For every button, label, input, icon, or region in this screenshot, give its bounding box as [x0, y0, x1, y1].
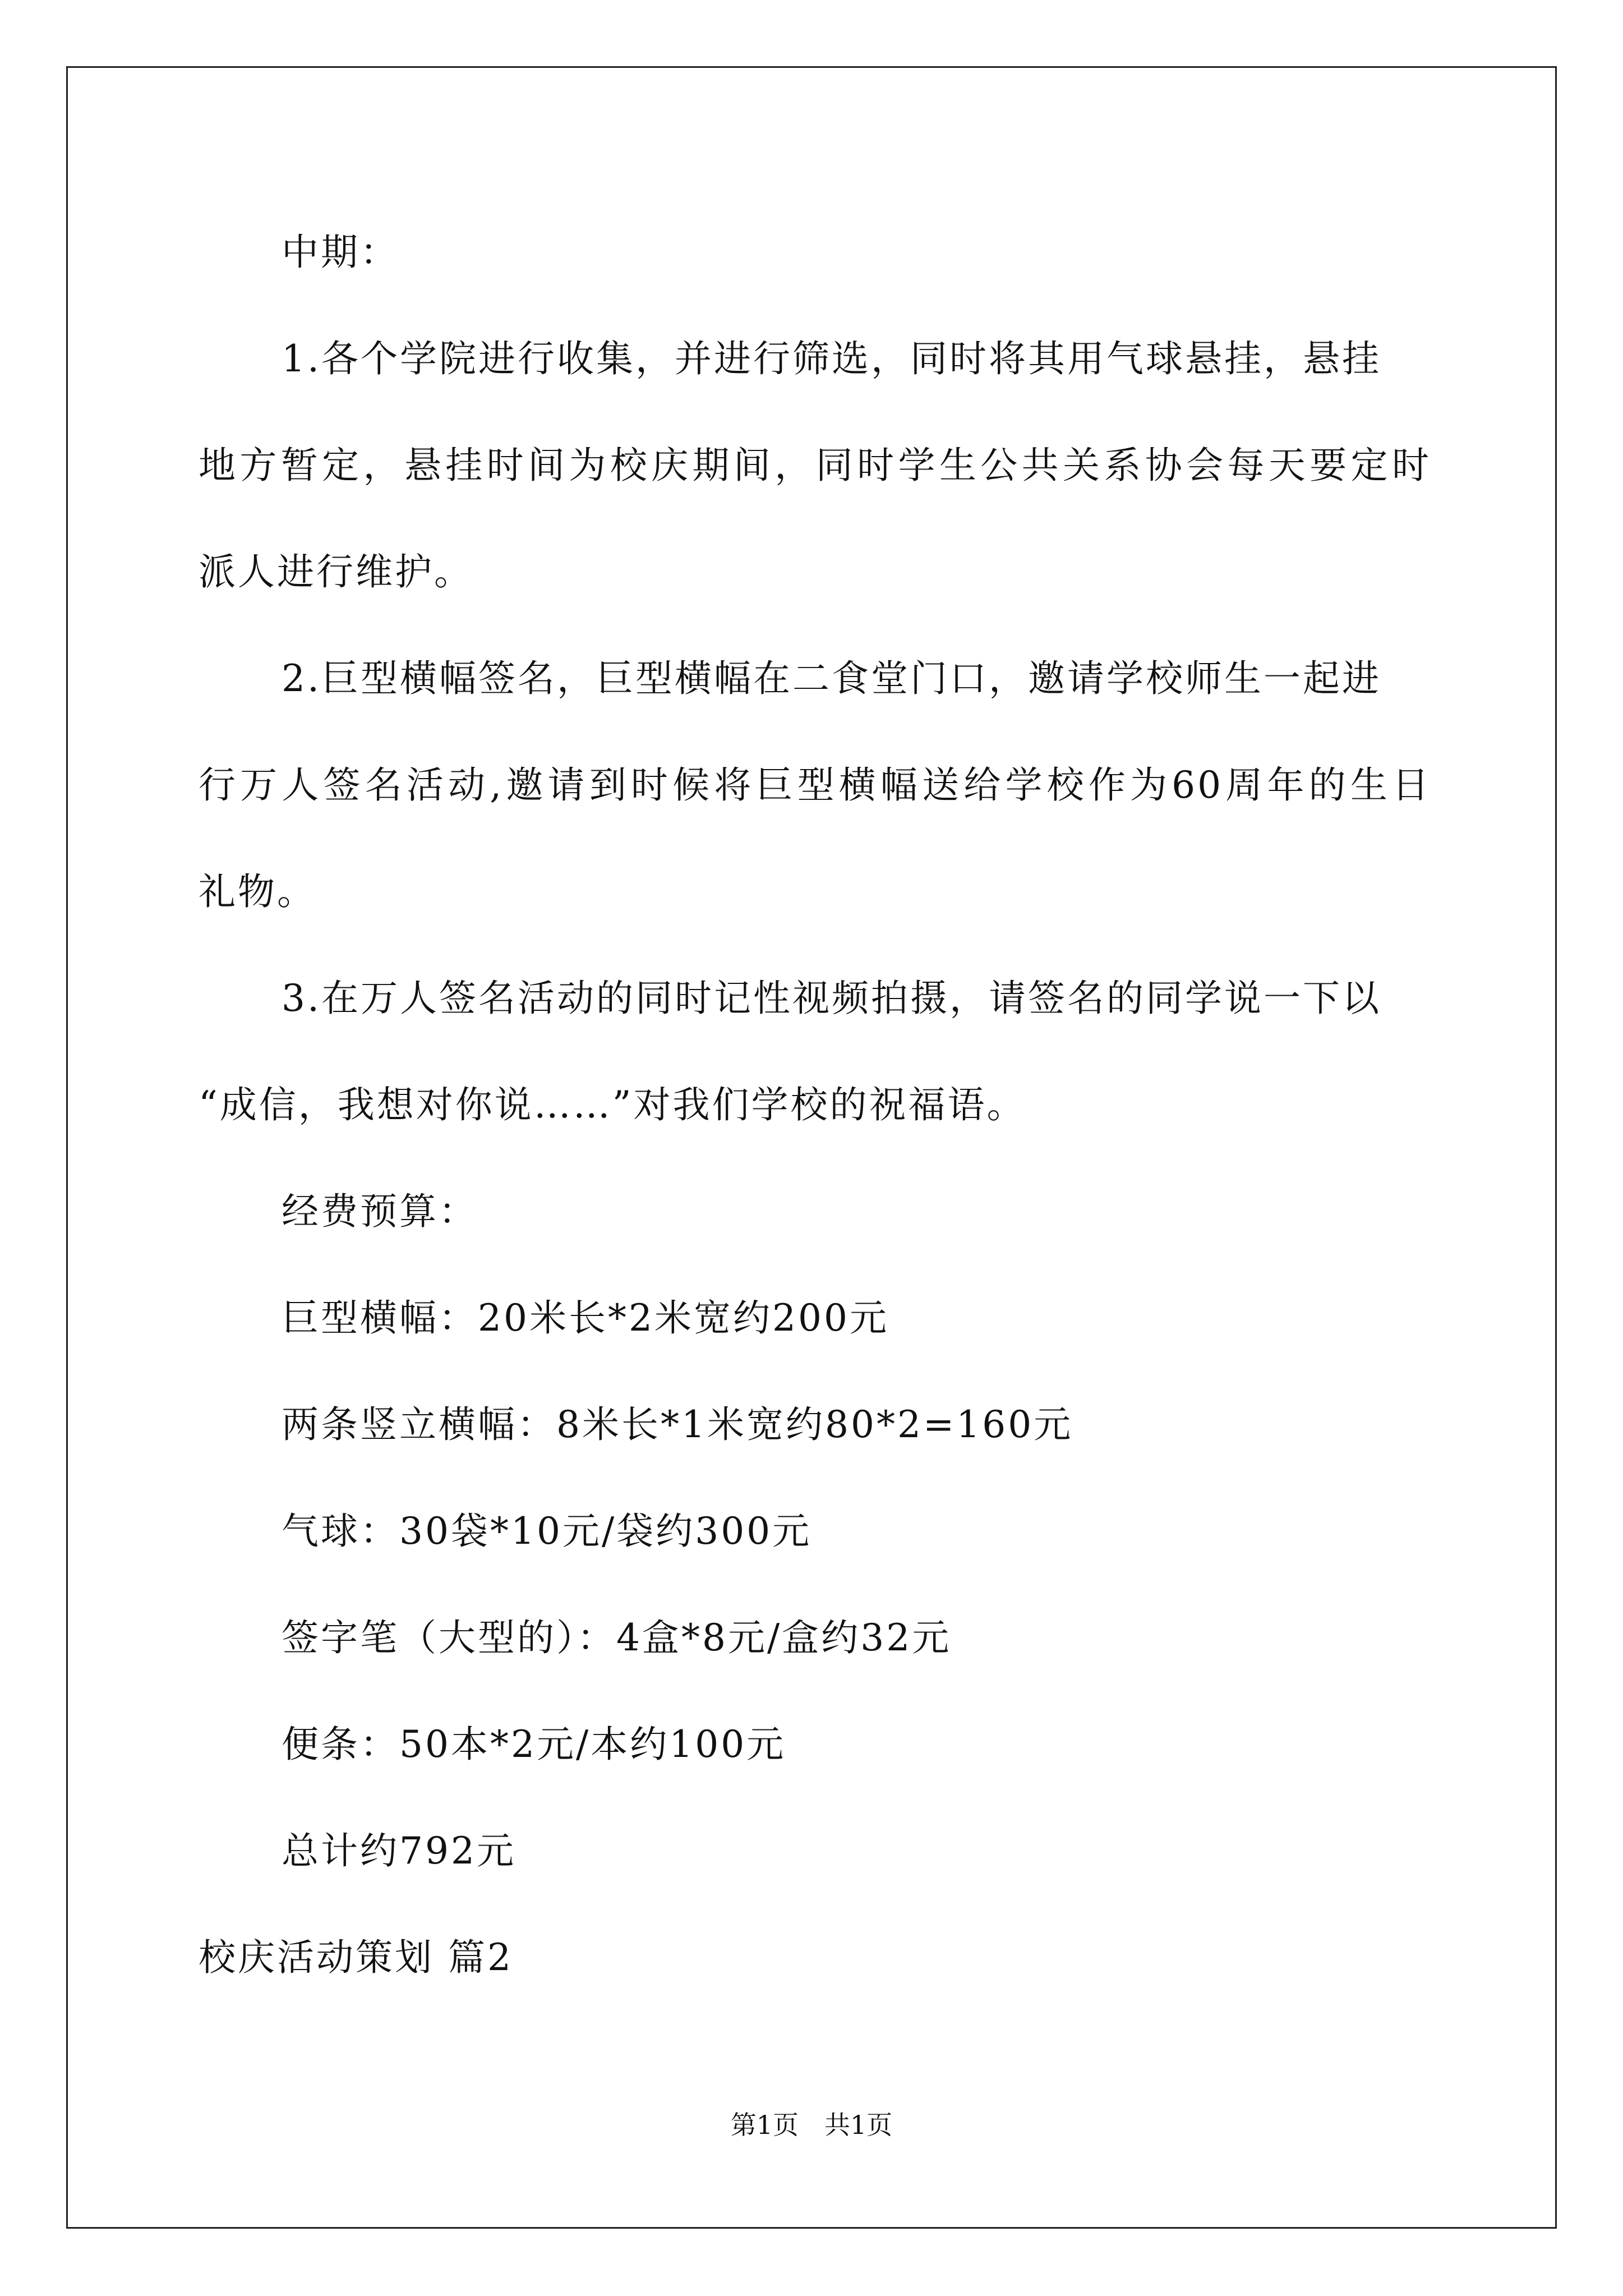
budget-total: 总计约792元	[282, 1829, 516, 1872]
item1-line-1: 1.各个学院进行收集，并进行筛选，同时将其用气球悬挂，悬挂	[282, 337, 1381, 380]
item2-line-1: 2.巨型横幅签名，巨型横幅在二食堂门口，邀请学校师生一起进	[282, 657, 1381, 700]
heading-mid: 中期：	[282, 231, 399, 274]
item1-line-3: 派人进行维护。	[199, 550, 473, 593]
item3-line-1: 3.在万人签名活动的同时记性视频拍摄，请签名的同学说一下以	[282, 977, 1381, 1020]
budget-item-vertical-banners: 两条竖立横幅：8米长*1米宽约80*2=160元	[282, 1403, 1073, 1446]
budget-heading: 经费预算：	[282, 1190, 478, 1233]
item1-line-2: 地方暂定，悬挂时间为校庆期间，同时学生公共关系协会每天要定时	[199, 444, 1431, 487]
section-title: 校庆活动策划 篇2	[199, 1936, 513, 1979]
item3-line-2: “成信，我想对你说……”对我们学校的祝福语。	[199, 1083, 1026, 1126]
budget-item-balloons: 气球：30袋*10元/袋约300元	[282, 1510, 812, 1553]
page-border	[66, 66, 1557, 2229]
page-footer: 第1页 共1页	[730, 2110, 893, 2140]
item2-line-3: 礼物。	[199, 870, 316, 913]
budget-item-pens: 签字笔（大型的）：4盒*8元/盒约32元	[282, 1616, 952, 1659]
budget-item-notes: 便条：50本*2元/本约100元	[282, 1723, 786, 1766]
budget-item-banner: 巨型横幅：20米长*2米宽约200元	[282, 1296, 889, 1340]
item2-line-2: 行万人签名活动,邀请到时候将巨型横幅送给学校作为60周年的生日	[199, 763, 1431, 807]
